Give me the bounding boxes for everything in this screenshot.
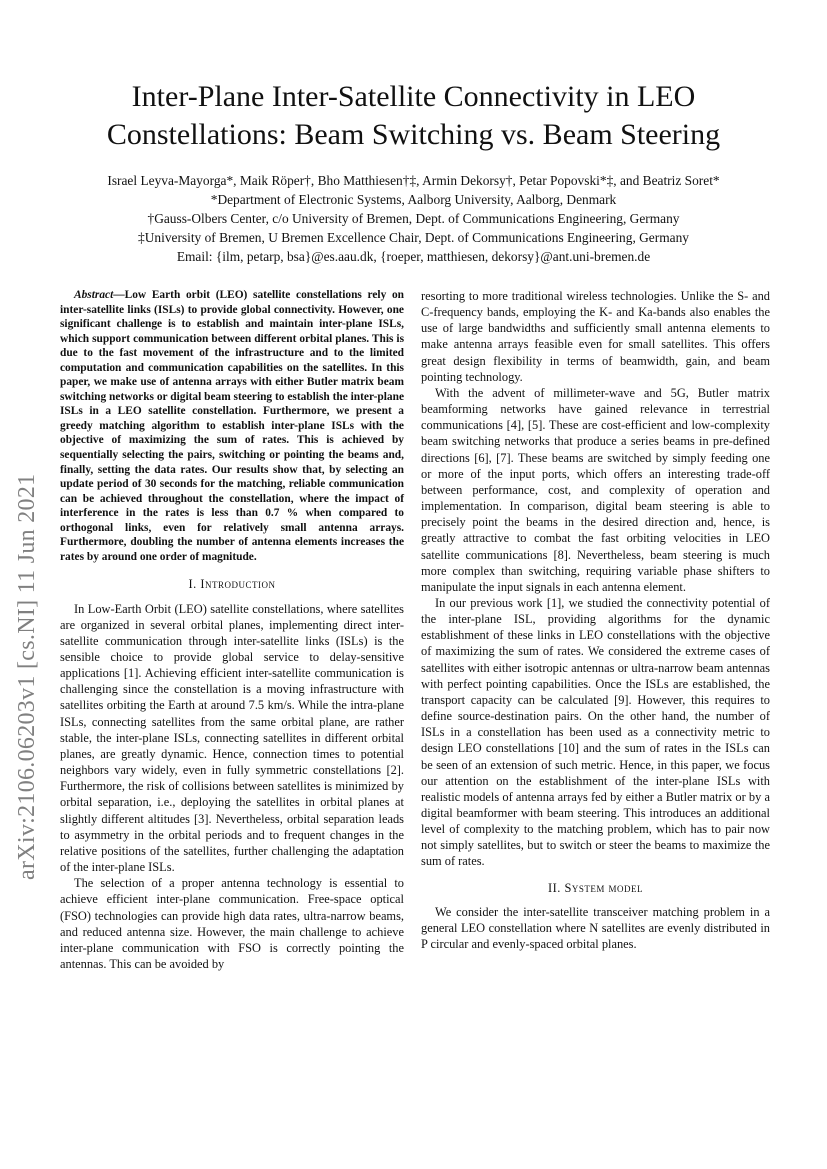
section-1-numeral: I. [188,577,201,592]
paper-title [60,78,767,154]
affiliation-aalborg: *Department of Electronic Systems, Aalborg University, Aalborg, Denmark [210,192,617,207]
affiliation-gauss-olbers: †Gauss-Olbers Center, c/o University of Bremen, Dept. of Communications Engineering, Germany [147,211,680,226]
title-line-1: Inter-Plane Inter-Satellite Connectivity in LEO [131,80,696,113]
left-column [60,288,404,972]
section-2-title: System model [564,880,643,895]
intro-paragraph-3: With the advent of millimeter-wave and 5G, Butler matrix beamforming networks have gained relevance in terrestrial communications [4], [5]. These are cost-efficient and low-complexity beam switching networks that produce a series beams in pre-defined directions [6], [7]. These beams are switched by simply feeding one or more of the input ports, which offers an interesting trade-off between performance, cost, and complexity of operation and implementation. In comparison, digital beam steering is able to precisely point the beams in the desired direction and, hence, is greatly attractive to combat the fast orbiting velocities in LEO satellite communications [8]. Nevertheless, beam steering is much more complex than switching, requiring variable phase shifters to manipulate the input signals in each antenna element. [421,385,770,594]
intro-paragraph-4: In our previous work [1], we studied the connectivity potential of the inter-plane ISL, providing algorithms for the dynamic establishment of these links in LEO constellations with the objective of maximizing the sum of rates. We considered the extreme cases of satellites with either isotropic antennas or ultra-narrow beam antennas with perfect pointing capabilities. Once the ISLs are established, the transport capacity can be calculated [9]. However, this requires to define source-destination pairs. On the other hand, the number of ISLs in a constellation has been used as a connectivity metric to design LEO constellations [10] and the sum of rates in the ISLs can be seen of an extension of such metric. Hence, in this paper, we focus our attention on the establishment of the inter-plane ISLs with realistic models of antenna arrays fed by either a Butler matrix or by a digital beamformer with beam steering. This introduces an additional level of complexity to the matching problem, which has to pair now not simply satellites, but to switch or steer the beams to maximize the sum of rates. [421,595,770,869]
system-model-paragraph-1: We consider the inter-satellite transceiver matching problem in a general LEO constellation where N satellites are evenly distributed in P circular and evenly-spaced orbital planes. [421,904,770,952]
intro-paragraph-2-continued: resorting to more traditional wireless technologies. Unlike the S- and C-frequency bands, employing the K- and Ka-bands also enables the use of large bandwidths and sufficiently small antenna elements to make antenna arrays feasible even for small satellites. This offers great design flexibility in terms of beamwidth, gain, and beam pointing technology. [421,289,770,384]
section-heading-introduction [60,576,404,592]
title-line-2: Constellations: Beam Switching vs. Beam Steering [106,118,721,151]
author-block [60,171,767,266]
right-column [421,288,770,952]
section-2-numeral: II. [548,880,565,895]
affiliation-bremen: ‡University of Bremen, U Bremen Excellence Chair, Dept. of Communications Engineering, Germany [138,230,689,245]
intro-paragraph-2: The selection of a proper antenna technology is essential to achieve efficient inter-plane communication. Free-space optical (FSO) technologies can provide high data rates, ultra-narrow beams, and reduced antenna size. However, the main challenge to achieve inter-plane communication with FSO is correctly pointing the antennas. This can be avoided by [60,876,404,971]
author-emails: Email: {ilm, petarp, bsa}@es.aau.dk, {roeper, matthiesen, dekorsy}@ant.uni-bremen.de [176,249,651,264]
abstract-label: Abstract [74,289,114,301]
section-1-title: Introduction [200,577,276,592]
arxiv-identifier: arXiv:2106.06203v1 [cs.NI] 11 Jun 2021 [14,473,40,880]
author-names: Israel Leyva-Mayorga*, Maik Röper†, Bho Matthiesen†‡, Armin Dekorsy†, Petar Popovski*‡, and Beatriz Soret* [107,173,720,188]
intro-paragraph-1: In Low-Earth Orbit (LEO) satellite constellations, where satellites are organized in several orbital planes, implementing direct inter-satellite communication through inter-satellite links (ISLs) is the sensible choice to provide global service to delay-sensitive applications [1]. Achieving efficient inter-satellite communication is challenging since the constellation is a moving infrastructure with satellites orbiting the Earth at around 7.5 km/s. While the intra-plane ISLs, connecting satellites from the same orbital plane, are rather stable, the inter-plane ISLs, connecting satellites in different orbital planes, are greatly dynamic. Hence, connection times to potential neighbors vary widely, even in fully symmetric constellations [2]. Furthermore, the risk of collisions between satellites is minimized by orbital separation, i.e., deploying the satellites in orbital planes at slightly different altitudes [3]. Nevertheless, orbital separation leads to asymmetry in the orbital periods and to frequent changes in the relative positions of the satellites, further challenging the adaptation of the inter-plane ISLs. [60,601,404,875]
abstract [60,288,404,564]
section-heading-system-model [421,880,770,896]
abstract-text: —Low Earth orbit (LEO) satellite constellations rely on inter-satellite links (ISLs) to provide global connectivity. However, one significant challenge is to establish and maintain inter-plane ISLs, which support communication between different orbital planes. This is due to the fast movement of the infrastructure and to the limited computation and communication capabilities on the satellites. In this paper, we make use of antenna arrays with either Butler matrix beam switching networks or digital beam steering to establish the inter-plane ISLs in a LEO satellite constellation. Furthermore, we present a greedy matching algorithm to establish inter-plane ISLs with the objective of maximizing the sum of rates. This is achieved by sequentially selecting the pairs, switching or pointing the beams and, finally, setting the data rates. Our results show that, by selecting an update period of 30 seconds for the matching, reliable communication can be achieved throughout the constellation, where the impact of interference in the rates is less than 0.7 % when compared to orthogonal links, even for relatively small antenna arrays. Furthermore, doubling the number of antenna elements increases the rates by around one order of magnitude. [60,289,404,563]
